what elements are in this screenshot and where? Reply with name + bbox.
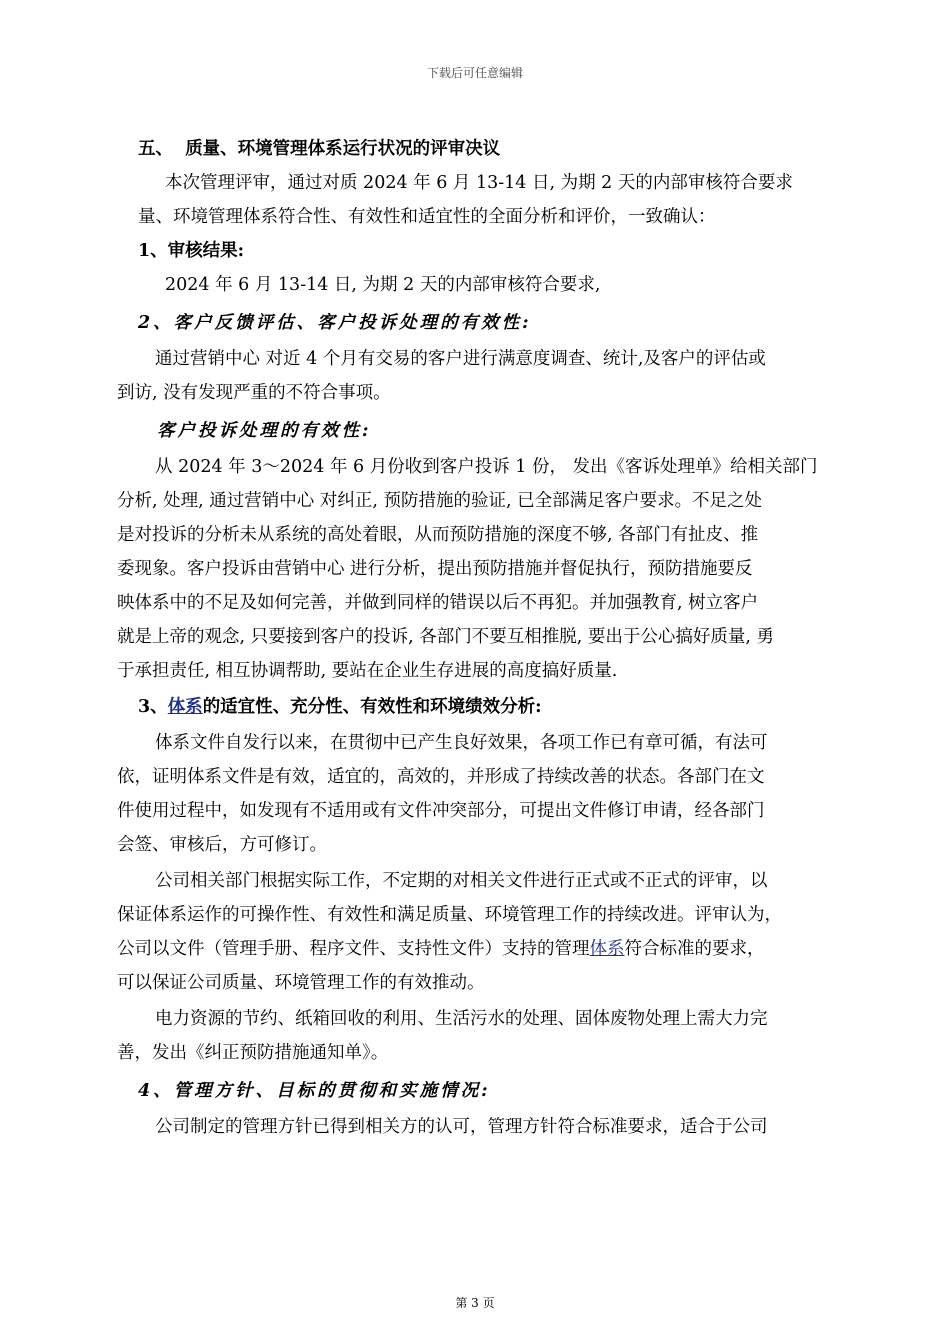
document-body (117, 132, 837, 1144)
s2-title: 2、客户反馈评估、客户投诉处理的有效性: (138, 313, 532, 333)
s2-sub-line-5: 映体系中的不足及如何完善，并做到同样的错误以后不再犯。并加强教育, 树立客户 (117, 593, 759, 613)
s3-p1-line-4: 会签、审核后，方可修订。 (117, 835, 327, 855)
intro-line-2: 量、环境管理体系符合性、有效性和适宜性的全面分析和评价，一致确认： (138, 207, 716, 227)
s2-subtitle: 客户投诉处理的有效性: (157, 421, 372, 441)
s3-title-prefix: 3、 (138, 697, 168, 717)
system-link[interactable]: 体系 (167, 697, 203, 717)
s2-sub-line-4: 委现象。客户投诉由营销中心 进行分析，提出预防措施并督促执行，预防措施要反 (117, 559, 753, 579)
s1-title: 1、审核结果: (138, 241, 245, 261)
section-number: 五、 (138, 139, 173, 159)
page-footer: 第 3 页 (455, 1296, 495, 1310)
section-title-text: 质量、环境管理体系运行状况的评审决议 (185, 139, 501, 159)
s3-p2-line-3-post: 符合标准的要求， (624, 939, 765, 959)
s3-p1-line-3: 件使用过程中，如发现有不适用或有文件冲突部分，可提出文件修订申请，经各部门 (117, 801, 765, 821)
s2-line-1: 通过营销中心 对近 4 个月有交易的客户进行满意度调查、统计,及客户的评估或 (155, 349, 766, 369)
s2-line-2: 到访, 没有发现严重的不符合事项。 (117, 383, 391, 403)
system-link-inline[interactable]: 体系 (589, 939, 625, 959)
s3-p2-line-3 (117, 932, 837, 966)
s2-sub-line-6: 就是上帝的观念, 只要接到客户的投诉, 各部门不要互相推脱, 要出于公心搞好质量, 勇 (117, 627, 774, 647)
s3-title-rest: 的适宜性、充分性、有效性和环境绩效分析: (202, 697, 542, 717)
s3-p2-line-4: 可以保证公司质量、环境管理工作的有效推动。 (117, 973, 485, 993)
s2-sub-line-3: 是对投诉的分析未从系统的高处着眼，从而预防措施的深度不够, 各部门有扯皮、推 (117, 525, 759, 545)
intro-line-1: 本次管理评审，通过对质 2024 年 6 月 13-14 日, 为期 2 天的内部审核符合要求 (165, 173, 793, 193)
s4-title: 4、管理方针、目标的贯彻和实施情况: (138, 1081, 491, 1101)
s3-p2-line-1: 公司相关部门根据实际工作，不定期的对相关文件进行正式或不正式的评审，以 (155, 871, 768, 891)
s3-p3-line-1: 电力资源的节约、纸箱回收的利用、生活污水的处理、固体废物处理上需大力完 (155, 1009, 768, 1029)
s2-sub-line-2: 分析, 处理, 通过营销中心 对纠正, 预防措施的验证, 已全部满足客户要求。不足之处 (117, 491, 763, 511)
s4-line-1: 公司制定的管理方针已得到相关方的认可，管理方针符合标准要求，适合于公司 (155, 1117, 768, 1137)
s3-p3-line-2: 善，发出《纠正预防措施通知单》。 (117, 1043, 389, 1063)
page-header: 下载后可任意编辑 (426, 66, 523, 80)
s3-p2-line-2: 保证体系运作的可操作性、有效性和满足质量、环境管理工作的持续改进。评审认为， (117, 905, 782, 925)
s3-p2-line-3-pre: 公司以文件（管理手册、程序文件、支持性文件）支持的管理 (117, 939, 590, 959)
s3-p1-line-2: 依，证明体系文件是有效，适宜的，高效的，并形成了持续改善的状态。各部门在文 (117, 767, 765, 787)
s1-line-1: 2024 年 6 月 13-14 日, 为期 2 天的内部审核符合要求, (165, 275, 601, 295)
s3-p1-line-1: 体系文件自发行以来，在贯彻中已产生良好效果，各项工作已有章可循，有法可 (155, 733, 768, 753)
s3-title (117, 690, 837, 724)
section-title (117, 132, 837, 166)
s2-sub-line-1: 从 2024 年 3～2024 年 6 月份收到客户投诉 1 份， 发出《客诉处理单》给相关部门 (155, 457, 818, 477)
s2-sub-line-7: 于承担责任, 相互协调帮助, 要站在企业生存进展的高度搞好质量. (117, 661, 618, 681)
